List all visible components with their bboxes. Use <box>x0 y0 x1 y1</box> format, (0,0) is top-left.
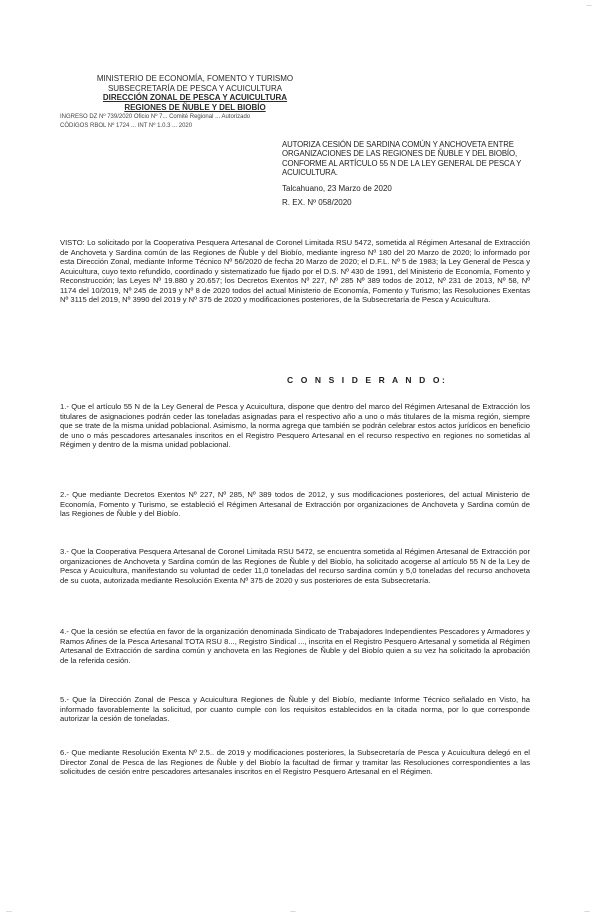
considerando-2: 2.- Que mediante Decretos Exentos Nº 227, Nº 285, Nº 389 todos de 2012, y sus modificaciones posteriores, del actual Ministerio de Economía, Fomento y Turismo, se estableció el Régimen Artesanal de Extracción por organizaciones de Anchoveta y Sardina común de las Regiones de Ñuble y del Biobío. <box>60 490 530 518</box>
considerando-heading: C O N S I D E R A N D O: <box>287 375 448 385</box>
footer-right: … <box>584 908 590 914</box>
visto-paragraph: VISTO: Lo solicitado por la Cooperativa Pesquera Artesanal de Coronel Limitada RSU 5472, sometida al Régimen Artesanal de Extracción de Anchoveta y Sardina común de las Regiones de Ñuble y del Biobío, mediante ingreso Nº 180 del 20 Marzo de 2020; lo informado por esta Dirección Zonal, mediante Informe Técnico Nº 56/2020 de fecha 20 Marzo de 2020; el D.F.L. Nº 5 de 1983; la Ley General de Pesca y Acuicultura, cuyo texto refundido, coordinado y sistematizado fue fijado por el D.S. Nº 430 de 1991, del Ministerio de Economía, Fomento y Reconstrucción; las Leyes Nº 19.880 y 20.657; los Decretos Exentos Nº 227, Nº 285 Nº 389 todos de 2012, Nº 231 de 2013, Nº 58, Nº 1174 del 10/2019, Nº 245 de 2019 y Nº 8 de 2020 todos del actual Ministerio de Economía, Fomento y Turismo; las Resoluciones Exentas Nº 3115 del 2019, Nº 3990 del 2019 y Nº 375 de 2020 y modificaciones posteriores, de la Subsecretaría de Pesca y Acuicultura. <box>60 238 530 304</box>
considerando-4: 4.- Que la cesión se efectúa en favor de la organización denominada Sindicato de Trabajadores Independientes Pescadores y Armadores y Ramos Afines de la Pesca Artesanal TOTA RSU 8..., Registro Sindical ..., inscrita en el Registro Pesquero Artesanal y sometida al Régimen Artesanal de Extracción de sardina común y anchoveta en las Regiones de Ñuble y del Biobío quien a su vez ha solicitado la aprobación de la referida cesión. <box>60 627 530 665</box>
subsecretaria-name: SUBSECRETARÍA DE PESCA Y ACUICULTURA <box>107 83 283 93</box>
reference-line-2: CÓDIGOS RBOL Nº 1724 ... INT Nº 1.0.3 ... 2020 <box>60 123 193 130</box>
considerando-5: 5.- Que la Dirección Zonal de Pesca y Acuicultura Regiones de Ñuble y del Biobío, mediante Informe Técnico señalado en Visto, ha informado favorablemente la solicitud, por cuanto cumple con los requisitos establecidos en la citada norma, por lo que corresponde autorizar la cesión de toneladas. <box>60 695 530 723</box>
direccion-name: DIRECCIÓN ZONAL DE PESCA Y ACUICULTURA <box>102 93 288 103</box>
considerando-1: 1.- Que el artículo 55 N de la Ley General de Pesca y Acuicultura, dispone que dentro del marco del Régimen Artesanal de Extracción los titulares de asignaciones podrán ceder las toneladas asignadas para el respectivo año a uno o más titulares de la misma región, siempre que se trate de la misma unidad poblacional. Asimismo, la norma agrega que también se podrán celebrar estos actos jurídicos en beneficio de uno o más pescadores artesanales inscritos en el Registro Pesquero Artesanal en el recurso respectivo en regiones no sometidas al Régimen y dentro de la misma unidad poblacional. <box>60 402 530 449</box>
city-date: Talcahuano, 23 Marzo de 2020 <box>282 184 392 193</box>
considerando-3: 3.- Que la Cooperativa Pesquera Artesanal de Coronel Limitada RSU 5472, se encuentra sometida al Régimen Artesanal de Extracción por organizaciones de Anchoveta y Sardina común de las Regiones de Ñuble y del Biobío, ha solicitado acogerse al artículo 55 N de la Ley de Pesca y Acuicultura, manifestando su voluntad de ceder 11,0 toneladas del recurso sardina común y 5,0 toneladas del recurso anchoveta de su cuota, autorizada mediante Resolución Exenta Nº 375 de 2020 y sus posteriores de esta Subsecretaría. <box>60 547 530 585</box>
letterhead <box>60 74 330 130</box>
footer-left: … <box>6 908 12 914</box>
ministry-name: MINISTERIO DE ECONOMÍA, FOMENTO Y TURISMO <box>96 74 294 83</box>
reference-line-1: INGRESO DZ Nº 739/2020 Oficio Nº 7... Comité Regional ... Autorizado <box>60 114 251 121</box>
footer-center: … <box>290 908 296 914</box>
region-name: REGIONES DE ÑUBLE Y DEL BIOBÍO <box>124 102 266 112</box>
top-right-mark: … <box>586 2 592 8</box>
resolution-title: AUTORIZA CESIÓN DE SARDINA COMÚN Y ANCHOVETA ENTRE ORGANIZACIONES DE LAS REGIONES DE ÑUBLE Y DEL BIOBÍO, CONFORME AL ARTÍCULO 55 N DE LA LEY GENERAL DE PESCA Y ACUICULTURA. <box>282 140 522 177</box>
considerando-6: 6.- Que mediante Resolución Exenta Nº 2.5.. de 2019 y modificaciones posteriores, la Subsecretaría de Pesca y Acuicultura delegó en el Director Zonal de Pesca de las Regiones de Ñuble y del Biobío la facultad de firmar y tramitar las Resoluciones correspondientes a las solicitudes de cesión entre pescadores artesanales inscritos en el Registro Pesquero Artesanal en el Régimen. <box>60 748 530 776</box>
resolution-number: R. EX. Nº 058/2020 <box>282 198 352 207</box>
